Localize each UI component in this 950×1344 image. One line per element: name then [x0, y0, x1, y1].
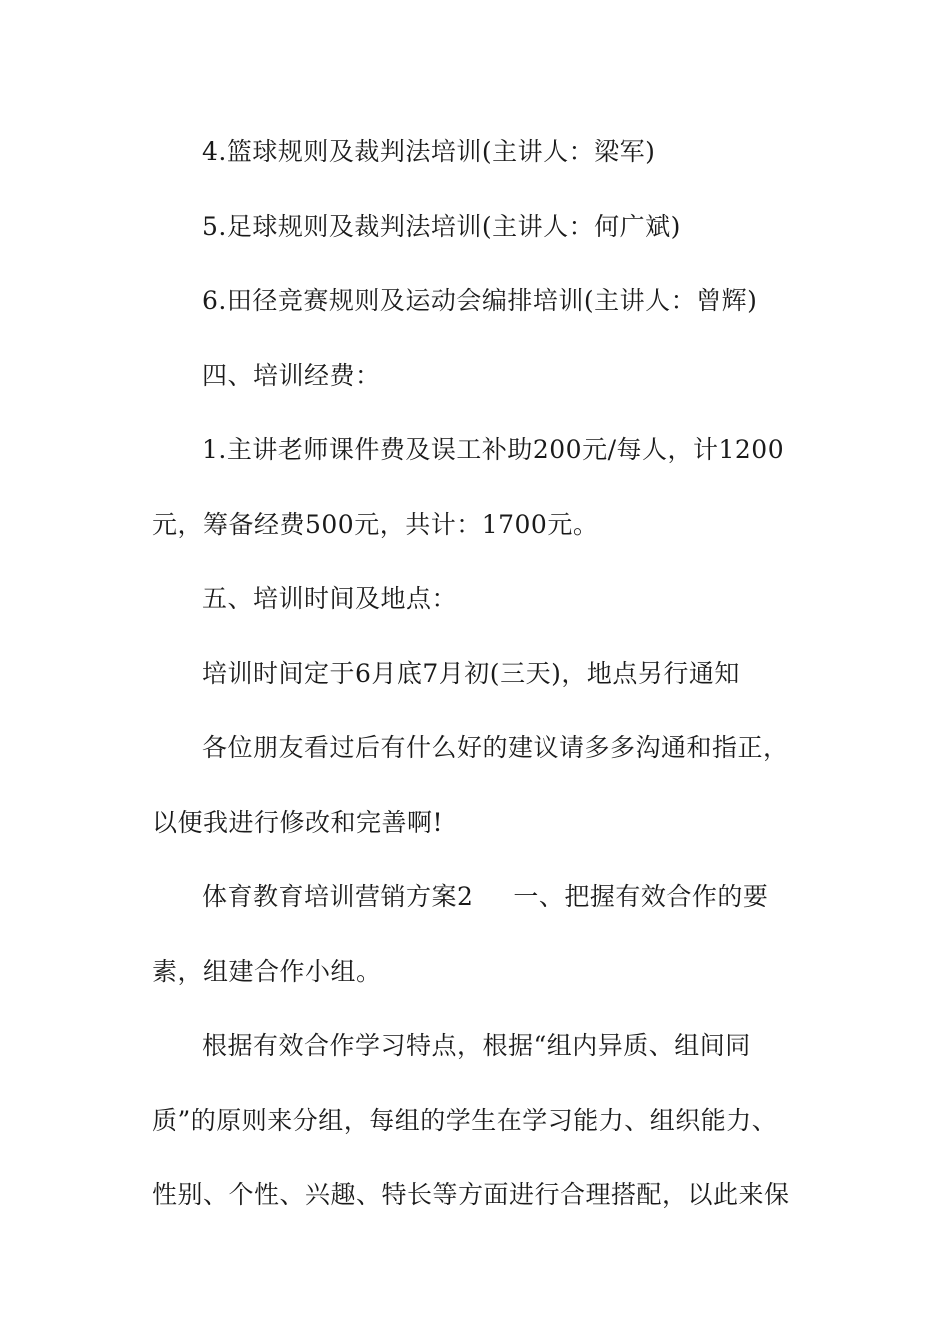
paragraph-budget-line-2: 元，筹备经费500元，共计：1700元。: [152, 510, 599, 539]
section-heading-time-location: 五、培训时间及地点：: [202, 584, 458, 613]
paragraph-feedback-line-2: 以便我进行修改和完善啊!: [152, 808, 444, 837]
list-item-football-training: 5.足球规则及裁判法培训(主讲人：何广斌): [202, 212, 681, 241]
list-item-track-field-training: 6.田径竞赛规则及运动会编排培训(主讲人：曾辉): [202, 286, 758, 315]
plan2-section-heading: 一、把握有效合作的要: [513, 882, 769, 911]
list-item-basketball-training: 4.篮球规则及裁判法培训(主讲人：梁军): [202, 137, 656, 166]
section-heading-training-budget: 四、培训经费：: [202, 361, 381, 390]
paragraph-grouping-line-1: 根据有效合作学习特点，根据“组内异质、组间同: [202, 1031, 751, 1060]
plan2-title: 体育教育培训营销方案2: [202, 882, 474, 911]
paragraph-feedback-line-1: 各位朋友看过后有什么好的建议请多多沟通和指正，: [202, 733, 789, 762]
paragraph-grouping-line-3: 性别、个性、兴趣、特长等方面进行合理搭配，以此来保: [152, 1180, 790, 1209]
paragraph-budget-line-1: 1.主讲老师课件费及误工补助200元/每人，计1200: [202, 435, 785, 464]
paragraph-grouping-line-2: 质”的原则来分组，每组的学生在学习能力、组织能力、: [152, 1106, 778, 1135]
paragraph-plan2-line-2: 素，组建合作小组。: [152, 957, 382, 986]
paragraph-time-location: 培训时间定于6月底7月初(三天)，地点另行通知: [202, 659, 740, 688]
paragraph-plan2-line-1: [202, 882, 768, 912]
